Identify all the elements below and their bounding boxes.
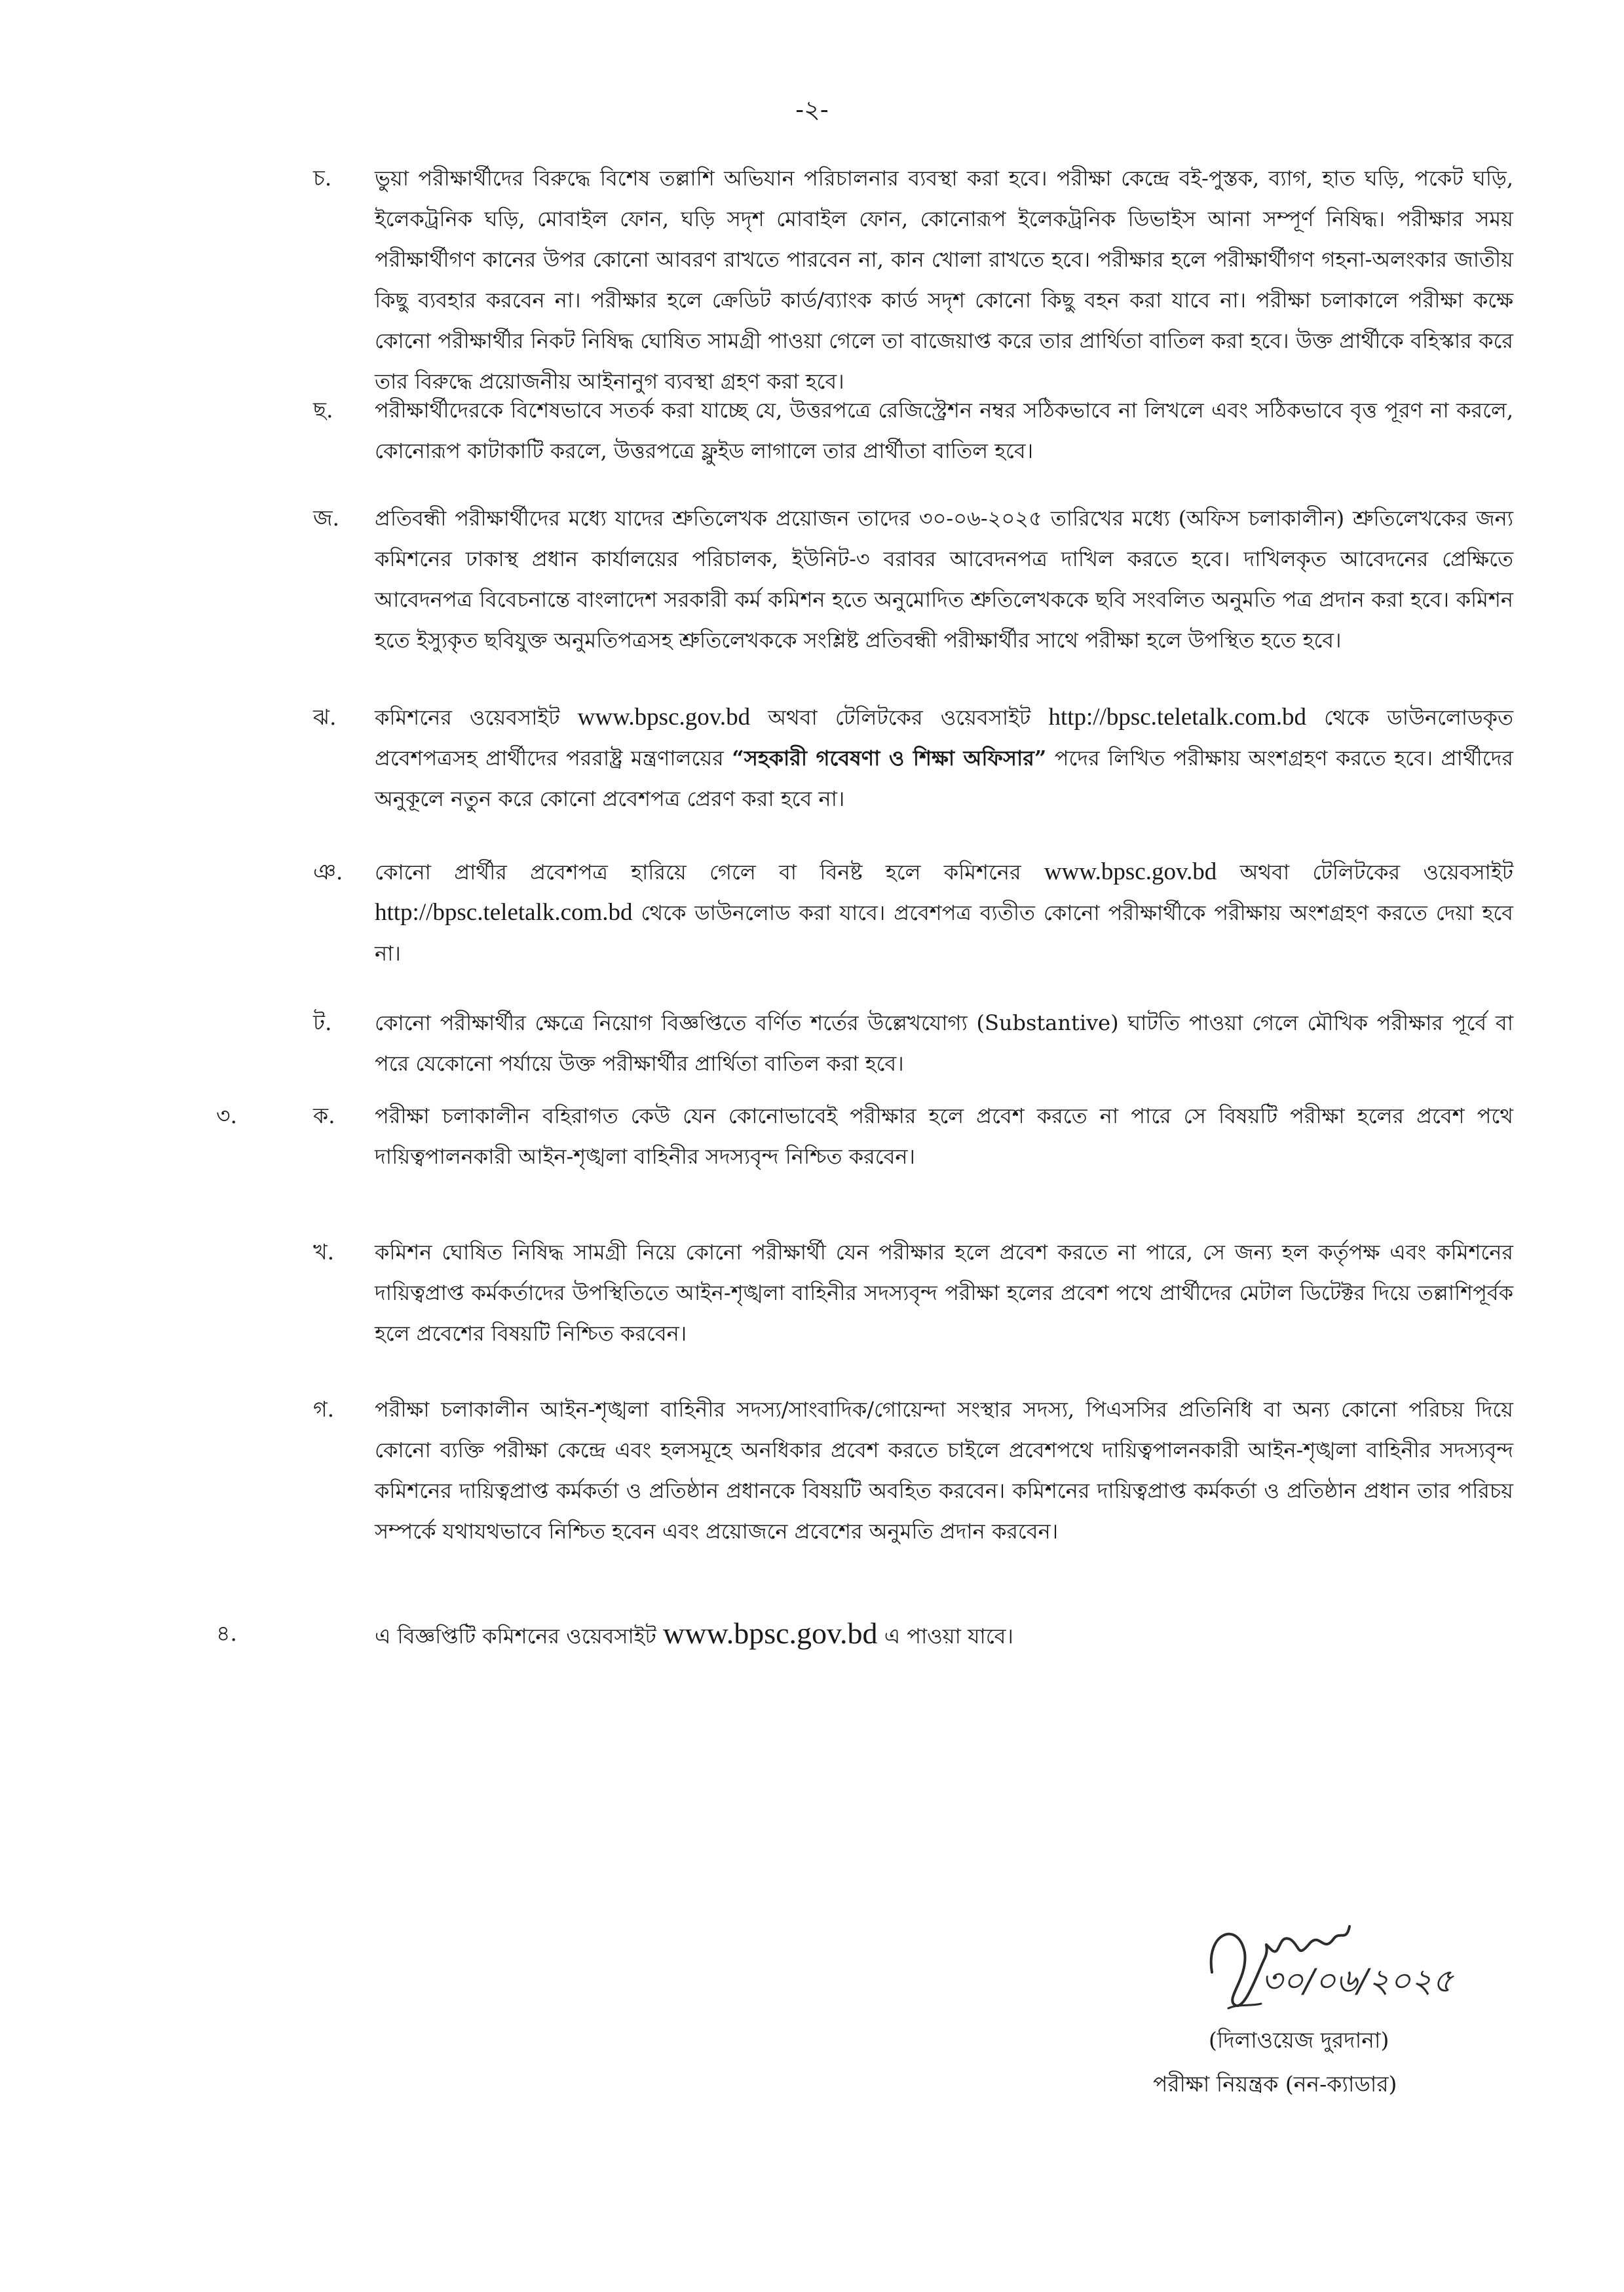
- item-label: জ.: [313, 505, 340, 531]
- item-text: পরীক্ষার্থীদেরকে বিশেষভাবে সতর্ক করা যাচ্ছে যে, উত্তরপত্রে রেজিস্ট্রেশন নম্বর সঠিকভাবে না লিখলে এবং সঠিকভাবে বৃত্ত পূরণ না করলে, কোনোরূপ কাটাকাটি করলে, উত্তরপত্রে ফ্লুইড লাগালে তার প্রার্থীতা বাতিল হবে।: [375, 398, 1513, 463]
- item-text-part: থেকে ডাউনলোড করা যাবে। প্রবেশপত্র ব্যতীত কোনো পরীক্ষার্থীকে পরীক্ষায় অংশগ্রহণ করতে দেয়া হবে না।: [375, 900, 1513, 966]
- item-label: খ.: [313, 1239, 335, 1265]
- item-text-part: অথবা টেলিটকের ওয়েবসাইট: [768, 705, 1031, 730]
- section-number: ৪.: [216, 1620, 237, 1646]
- signatory-name: (দিলাওয়েজ দুরদানা): [1209, 2027, 1389, 2053]
- item-label: ঞ.: [313, 859, 343, 885]
- item-text: [375, 697, 1513, 819]
- item-text-part: এ বিজ্ঞপ্তিটি কমিশনের ওয়েবসাইট: [375, 1624, 656, 1649]
- item-text-part: থেকে ডাউনলোডকৃত প্রবেশপত্রসহ প্রার্থীদের পররাষ্ট্র মন্ত্রণালয়ের: [375, 705, 1514, 771]
- item-text: [375, 852, 1513, 974]
- signature-date: ৩০/০৬/২০২৫: [1261, 1962, 1454, 2000]
- bpsc-website-link[interactable]: www.bpsc.gov.bd: [663, 1616, 878, 1650]
- post-name: “সহকারী গবেষণা ও শিক্ষা অফিসার”: [732, 746, 1047, 771]
- section-number: ৩.: [216, 1103, 237, 1128]
- item-text-part: এ পাওয়া যাবে।: [884, 1624, 1013, 1649]
- bpsc-website-link[interactable]: www.bpsc.gov.bd: [1044, 858, 1217, 885]
- item-text: প্রতিবন্ধী পরীক্ষার্থীদের মধ্যে যাদের শ্রুতিলেখক প্রয়োজন তাদের ৩০-০৬-২০২৫ তারিখের মধ্যে (অফিস চলাকালীন) শ্রুতিলেখকের জন্য কমিশনের ঢাকাস্থ প্রধান কার্যালয়ের পরিচালক, ইউনিট-৩ বরাবর আবেদনপত্র দাখিল করতে হবে। দাখিলকৃত আবেদনের প্রেক্ষিতে আবেদনপত্র বিবেচনান্তে বাংলাদেশ সরকারী কর্ম কমিশন হতে অনুমোদিত শ্রুতিলেখককে ছবি সংবলিত অনুমতি পত্র প্রদান করা হবে। কমিশন হতে ইস্যুকৃত ছবিযুক্ত অনুমতিপত্রসহ শ্রুতিলেখককে সংশ্লিষ্ট প্রতিবন্ধী পরীক্ষার্থীর সাথে পরীক্ষা হলে উপস্থিত হতে হবে।: [375, 506, 1513, 653]
- teletalk-website-link[interactable]: http://bpsc.teletalk.com.bd: [375, 899, 633, 926]
- item-text: ভুয়া পরীক্ষার্থীদের বিরুদ্ধে বিশেষ তল্লাশি অভিযান পরিচালনার ব্যবস্থা করা হবে। পরীক্ষা কেন্দ্রে বই-পুস্তক, ব্যাগ, হাত ঘড়ি, পকেট ঘড়ি, ইলেকট্রনিক ঘড়ি, মোবাইল ফোন, ঘড়ি সদৃশ মোবাইল ফোন, কোনোরূপ ইলেকট্রনিক ডিভাইস আনা সম্পূর্ণ নিষিদ্ধ। পরীক্ষার সময় পরীক্ষার্থীগণ কানের উপর কোনো আবরণ রাখতে পারবেন না, কান খোলা রাখতে হবে। পরীক্ষার হলে পরীক্ষার্থীগণ গহনা-অলংকার জাতীয় কিছু ব্যবহার করবেন না। পরীক্ষার হলে ক্রেডিট কার্ড/ব্যাংক কার্ড সদৃশ কোনো কিছু বহন করা যাবে না। পরীক্ষা চলাকালে পরীক্ষা কক্ষে কোনো পরীক্ষার্থীর নিকট নিষিদ্ধ ঘোষিত সামগ্রী পাওয়া গেলে তা বাজেয়াপ্ত করে তার প্রার্থিতা বাতিল করা হবে। উক্ত প্রার্থীকে বহিস্কার করে তার বিরুদ্ধে প্রয়োজনীয় আইনানুগ ব্যবস্থা গ্রহণ করা হবে।: [375, 166, 1513, 394]
- page-number: -২-: [795, 95, 829, 124]
- item-text: পরীক্ষা চলাকালীন বহিরাগত কেউ যেন কোনোভাবেই পরীক্ষার হলে প্রবেশ করতে না পারে সে বিষয়টি পরীক্ষা হলের প্রবেশ পথে দায়িত্বপালনকারী আইন-শৃঙ্খলা বাহিনীর সদস্যবৃন্দ নিশ্চিত করবেন।: [375, 1103, 1513, 1169]
- item-label: ছ.: [313, 397, 333, 423]
- handwritten-signature: [1199, 1894, 1513, 2025]
- item-label: ঝ.: [313, 704, 337, 730]
- item-label: ক.: [313, 1103, 335, 1128]
- item-text-part: পদের লিখিত পরীক্ষায় অংশগ্রহণ করতে হবে। প্রার্থীদের অনুকূলে নতুন করে কোনো প্রবেশপত্র প্রেরণ করা হবে না।: [375, 746, 1514, 811]
- signatory-title: পরীক্ষা নিয়ন্ত্রক (নন-ক্যাডার): [1153, 2071, 1397, 2097]
- item-text: কোনো পরীক্ষার্থীর ক্ষেত্রে নিয়োগ বিজ্ঞপ্তিতে বর্ণিত শর্তের উল্লেখযোগ্য (Substantive) ঘাটতি পাওয়া গেলে মৌখিক পরীক্ষার পূর্বে বা পরে যেকোনো পর্যায়ে উক্ত পরীক্ষার্থীর প্রার্থিতা বাতিল করা হবে।: [375, 1010, 1513, 1076]
- section4-text: [375, 1613, 1513, 1656]
- item-text-part: কোনো প্রার্থীর প্রবেশপত্র হারিয়ে গেলে বা বিনষ্ট হলে কমিশনের: [375, 860, 1021, 885]
- item-label: চ.: [313, 165, 332, 191]
- item-text: কমিশন ঘোষিত নিষিদ্ধ সামগ্রী নিয়ে কোনো পরীক্ষার্থী যেন পরীক্ষার হলে প্রবেশ করতে না পারে, সে জন্য হল কর্তৃপক্ষ এবং কমিশনের দায়িত্বপ্রাপ্ত কর্মকর্তাদের উপস্থিতিতে আইন-শৃঙ্খলা বাহিনীর সদস্যবৃন্দ পরীক্ষা হলের প্রবেশ পথে প্রার্থীদের মেটাল ডিটেক্টর দিয়ে তল্লাশিপূর্বক হলে প্রবেশের বিষয়টি নিশ্চিত করবেন।: [375, 1240, 1513, 1346]
- item-text: পরীক্ষা চলাকালীন আইন-শৃঙ্খলা বাহিনীর সদস্য/সাংবাদিক/গোয়েন্দা সংস্থার সদস্য, পিএসসির প্রতিনিধি বা অন্য কোনো পরিচয় দিয়ে কোনো ব্যক্তি পরীক্ষা কেন্দ্রে এবং হলসমূহে অনধিকার প্রবেশ করতে চাইলে প্রবেশপথে দায়িত্বপালনকারী আইন-শৃঙ্খলা বাহিনীর সদস্যবৃন্দ কমিশনের দায়িত্বপ্রাপ্ত কর্মকর্তা ও প্রতিষ্ঠান প্রধানকে বিষয়টি অবহিত করবেন। কমিশনের দায়িত্বপ্রাপ্ত কর্মকর্তা ও প্রতিষ্ঠান প্রধান তার পরিচয় সম্পর্কে যথাযথভাবে নিশ্চিত হবেন এবং প্রয়োজনে প্রবেশের অনুমতি প্রদান করবেন।: [375, 1397, 1513, 1544]
- teletalk-website-link[interactable]: http://bpsc.teletalk.com.bd: [1048, 704, 1306, 731]
- item-label: ট.: [313, 1010, 332, 1035]
- item-label: গ.: [313, 1396, 335, 1422]
- item-text-part: অথবা টেলিটকের ওয়েবসাইট: [1239, 860, 1514, 885]
- bpsc-website-link[interactable]: www.bpsc.gov.bd: [577, 704, 751, 731]
- item-text-part: কমিশনের ওয়েবসাইট: [375, 705, 560, 730]
